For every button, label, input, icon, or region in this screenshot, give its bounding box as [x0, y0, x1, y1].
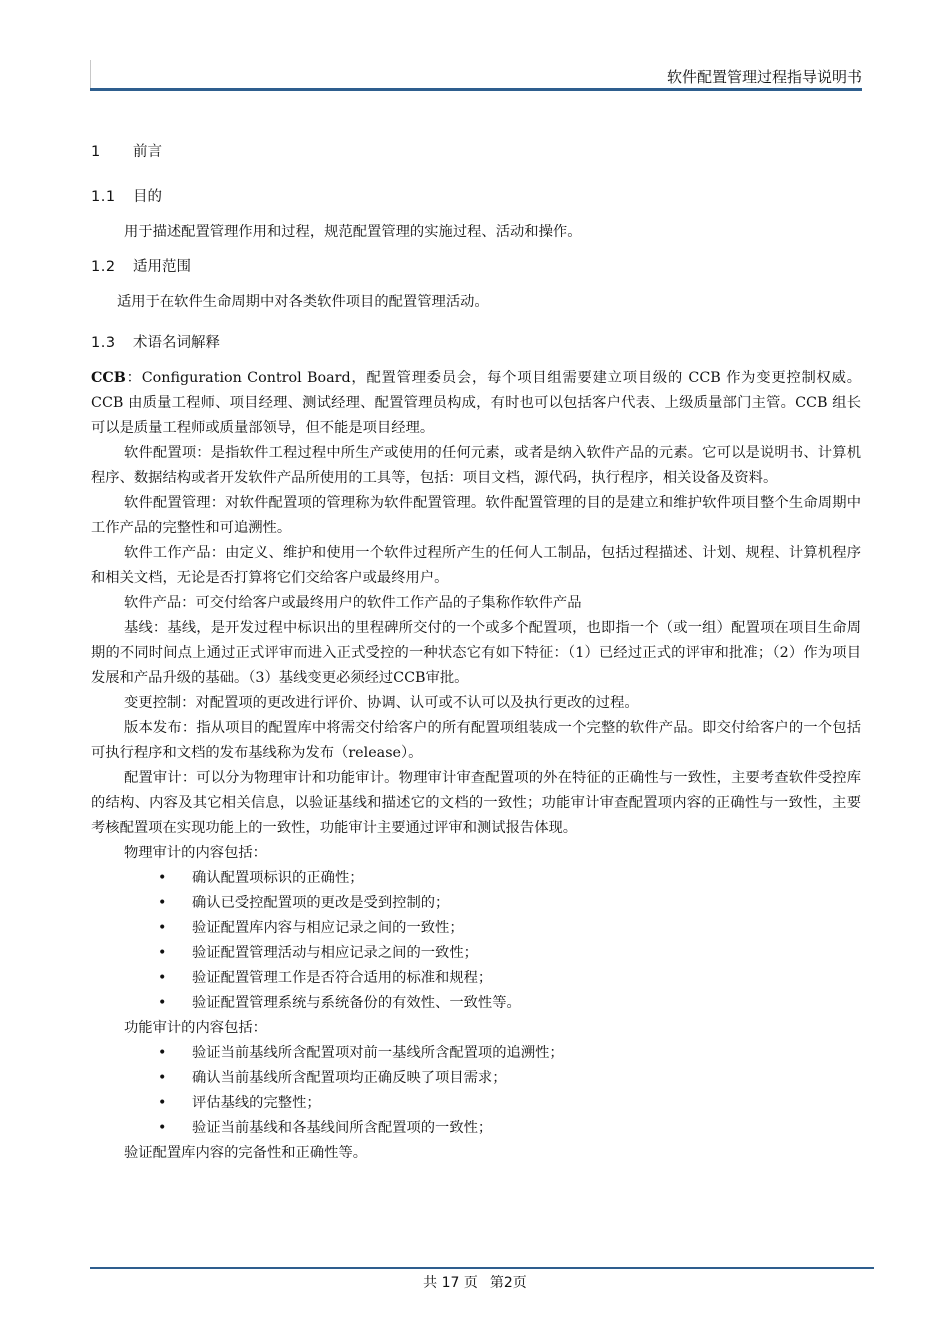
list-item — [91, 866, 861, 891]
bullet-icon: • — [158, 1120, 167, 1136]
term-paragraph: 变更控制：对配置项的更改进行评价、协调、认可或不认可以及执行更改的过程。 — [124, 695, 639, 711]
header-left-mark — [90, 60, 91, 88]
bullet-icon: • — [158, 970, 167, 986]
list-item — [91, 1066, 861, 1091]
bullet-icon: • — [158, 945, 167, 961]
list-item-text: 验证配置管理活动与相应记录之间的一致性； — [192, 945, 478, 961]
term-paragraph: 软件工作产品：由定义、维护和使用一个软件过程所产生的任何人工制品，包括过程描述、计划、规程、计算机程序和相关文档，无论是否打算将它们交给客户或最终用户。 — [91, 545, 861, 586]
scope-paragraph: 适用于在软件生命周期中对各类软件项目的配置管理活动。 — [117, 294, 489, 310]
physical-audit-intro: 物理审计的内容包括： — [124, 845, 267, 861]
section-heading-1 — [91, 140, 861, 161]
bullet-icon: • — [158, 995, 167, 1011]
list-item-text: 验证当前基线所含配置项对前一基线所含配置项的追溯性； — [192, 1045, 564, 1061]
document-header-title: 软件配置管理过程指导说明书 — [666, 68, 862, 86]
term-paragraph: 软件配置管理：对软件配置项的管理称为软件配置管理。软件配置管理的目的是建立和维护软件项目整个生命周期中工作产品的完整性和可追溯性。 — [91, 495, 861, 536]
section-number: 1.2 — [91, 259, 116, 275]
term-paragraph: 软件配置项：是指软件工程过程中所生产或使用的任何元素，或者是纳入软件产品的元素。它可以是说明书、计算机程序、数据结构或者开发软件产品所使用的工具等，包括：项目文档，源代码，执行程序，相关设备及资料。 — [91, 445, 861, 486]
list-item — [91, 916, 861, 941]
list-item-text: 评估基线的完整性； — [192, 1095, 321, 1111]
section-heading-1-3 — [91, 331, 861, 352]
term-paragraph: 配置审计：可以分为物理审计和功能审计。物理审计审查配置项的外在特征的正确性与一致性，主要考查软件受控库的结构、内容及其它相关信息，以验证基线和描述它的文档的一致性；功能审计审查配置项内容的正确性与一致性，主要考核配置项在实现功能上的一致性，功能审计主要通过评审和测试报告体现。 — [91, 770, 861, 836]
page-footer — [0, 1272, 950, 1292]
section-title: 术语名词解释 — [133, 335, 220, 351]
term-ccb-label: CCB — [91, 370, 126, 386]
term-ccb-paragraph — [91, 366, 861, 441]
section-title: 前言 — [133, 144, 162, 160]
header-rule — [90, 88, 862, 91]
functional-audit-intro: 功能审计的内容包括： — [124, 1020, 267, 1036]
section-title: 目的 — [133, 189, 162, 205]
bullet-icon: • — [158, 1070, 167, 1086]
list-item — [91, 991, 861, 1016]
total-pages: 共 17 页 — [423, 1275, 478, 1291]
closing-paragraph: 验证配置库内容的完备性和正确性等。 — [124, 1145, 368, 1161]
section-number: 1.3 — [91, 335, 116, 351]
section-number: 1 — [91, 144, 101, 160]
list-item-text: 确认当前基线所含配置项均正确反映了项目需求； — [192, 1070, 507, 1086]
section-number: 1.1 — [91, 189, 116, 205]
list-item — [91, 1116, 861, 1141]
footer-rule — [90, 1267, 874, 1269]
section-heading-1-2 — [91, 255, 861, 276]
term-ccb-definition: ：Configuration Control Board，配置管理委员会，每个项目组需要建立项目级的 CCB 作为变更控制权威。CCB 由质量工程师、项目经理、测试经理、配置管理员构成，有时也可以包括客户代表、上级质量部门主管。CCB 组长可以是质量工程师或质量部领导，但不能是项目经理。 — [91, 370, 861, 436]
list-item — [91, 1041, 861, 1066]
physical-audit-list — [91, 866, 861, 1016]
list-item-text: 确认已受控配置项的更改是受到控制的； — [192, 895, 450, 911]
current-page: 第2页 — [489, 1275, 527, 1291]
bullet-icon: • — [158, 1045, 167, 1061]
term-paragraph: 基线：基线，是开发过程中标识出的里程碑所交付的一个或多个配置项，也即指一个（或一组）配置项在项目生命周期的不同时间点上通过正式评审而进入正式受控的一种状态它有如下特征：（1）已经过正式的评审和批准；（2）作为项目发展和产品升级的基础。（3）基线变更必须经过CCB审批。 — [91, 620, 861, 686]
functional-audit-list — [91, 1041, 861, 1141]
bullet-icon: • — [158, 1095, 167, 1111]
list-item — [91, 941, 861, 966]
list-item-text: 验证配置库内容与相应记录之间的一致性； — [192, 920, 464, 936]
list-item-text: 验证配置管理工作是否符合适用的标准和规程； — [192, 970, 493, 986]
list-item — [91, 891, 861, 916]
purpose-paragraph: 用于描述配置管理作用和过程，规范配置管理的实施过程、活动和操作。 — [124, 224, 582, 240]
list-item — [91, 1091, 861, 1116]
list-item — [91, 966, 861, 991]
list-item-text: 验证配置管理系统与系统备份的有效性、一致性等。 — [192, 995, 521, 1011]
section-title: 适用范围 — [133, 259, 191, 275]
list-item-text: 确认配置项标识的正确性； — [192, 870, 364, 886]
document-body — [91, 130, 861, 1166]
bullet-icon: • — [158, 895, 167, 911]
term-paragraph: 版本发布：指从项目的配置库中将需交付给客户的所有配置项组装成一个完整的软件产品。即交付给客户的一个包括可执行程序和文档的发布基线称为发布（release）。 — [91, 720, 861, 761]
section-heading-1-1 — [91, 185, 861, 206]
term-paragraph: 软件产品：可交付给客户或最终用户的软件工作产品的子集称作软件产品 — [124, 595, 582, 611]
list-item-text: 验证当前基线和各基线间所含配置项的一致性； — [192, 1120, 493, 1136]
bullet-icon: • — [158, 870, 167, 886]
bullet-icon: • — [158, 920, 167, 936]
